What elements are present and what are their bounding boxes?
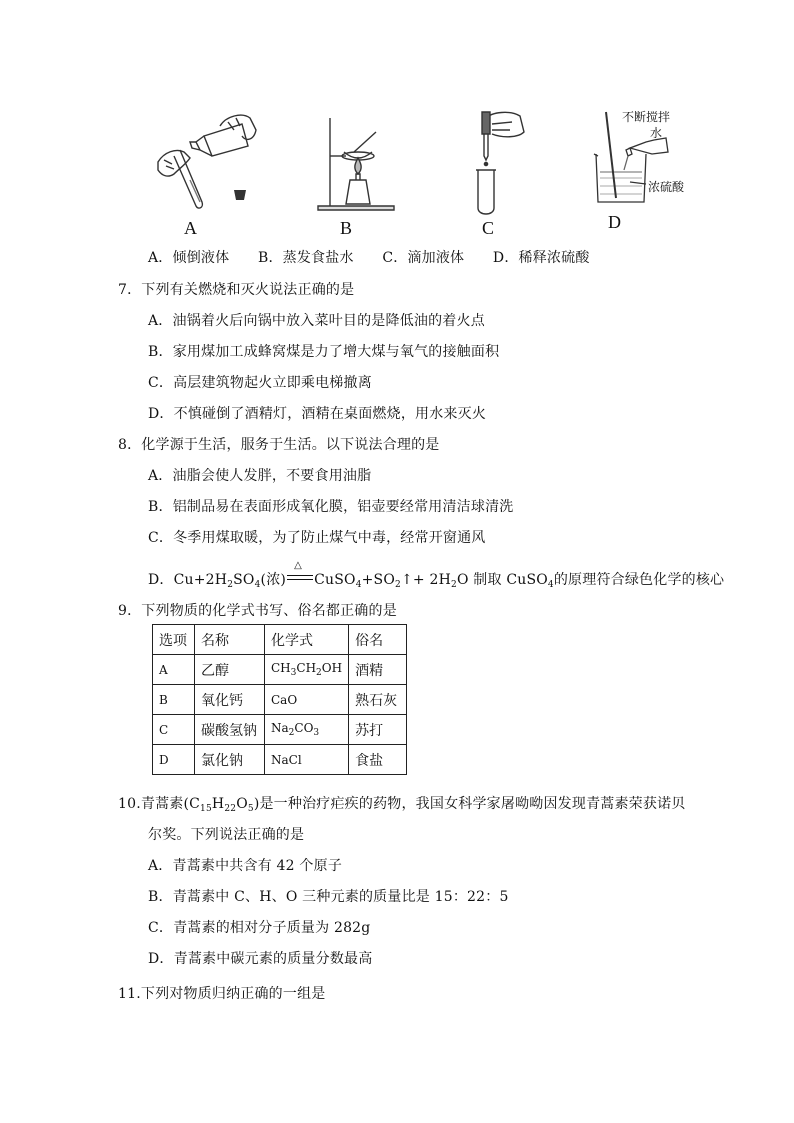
table-header: 选项 (153, 625, 195, 655)
table-header: 化学式 (265, 625, 349, 655)
q8-option-a: A．油脂会使人发胖，不要食用油脂 (148, 468, 372, 484)
q10-option-c: C．青蒿素的相对分子质量为 282g (148, 920, 371, 936)
table-cell-name: 氧化钙 (195, 685, 265, 715)
table-cell-common-name: 熟石灰 (349, 685, 407, 715)
heat-equals-sign: △ (286, 570, 314, 590)
q8-option-d: D．$Cu+2H_2SO_4$(浓) △ $CuSO_4+SO_2↑+ 2H_2O$ 制取 CuSO$_4$的原理符合绿色化学的核心 (148, 560, 725, 590)
q6-option-a: A．倾倒液体 (148, 250, 230, 266)
q10-option-d: D．青蒿素中碳元素的质量分数最高 (148, 951, 373, 967)
q9-table (152, 624, 407, 775)
table-row (153, 685, 407, 715)
table-header-row (153, 625, 407, 655)
table-cell-option: D (153, 745, 195, 775)
q7-stem: 7．下列有关燃烧和灭火说法正确的是 (118, 282, 355, 298)
table-cell-common-name: 食盐 (349, 745, 407, 775)
figure-d-annotation-acid: 浓硫酸 (648, 180, 685, 194)
table-row (153, 745, 407, 775)
q7-option-a: A．油锅着火后向锅中放入菜叶目的是降低油的着火点 (148, 313, 485, 329)
q8-option-b: B．铝制品易在表面形成氧化膜，铝壶要经常用清洁球清洗 (148, 499, 514, 515)
figure-d-annotation-water: 水 (650, 126, 663, 140)
q11-stem: 11.下列对物质归纳正确的一组是 (118, 986, 326, 1002)
table-cell-common-name: 酒精 (349, 655, 407, 685)
table-cell-name: 氯化钠 (195, 745, 265, 775)
table-cell-formula: CaO (265, 685, 349, 715)
q9-stem: 9．下列物质的化学式书写、俗名都正确的是 (118, 603, 397, 619)
q8-option-c: C．冬季用煤取暖，为了防止煤气中毒，经常开窗通风 (148, 530, 486, 546)
q6-option-d: D．稀释浓硫酸 (492, 250, 590, 266)
q6-options (148, 248, 614, 268)
table-header: 名称 (195, 625, 265, 655)
figure-d-annotation-stir: 不断搅拌 (622, 110, 671, 124)
q6-option-c: C．滴加液体 (382, 250, 465, 266)
table-cell-name: 乙醇 (195, 655, 265, 685)
figure-c-dropper (462, 108, 532, 220)
q7-option-c: C．高层建筑物起火立即乘电梯撤离 (148, 375, 372, 391)
table-cell-formula: $CH_3CH_2OH$ (265, 655, 349, 685)
figure-d-label: D (608, 212, 621, 232)
figure-c-label: C (482, 218, 495, 238)
q8-stem: 8．化学源于生活，服务于生活。以下说法合理的是 (118, 437, 440, 453)
q6-option-b: B．蒸发食盐水 (257, 250, 354, 266)
figure-a-label: A (184, 218, 197, 238)
figure-b-evaporation (310, 112, 400, 212)
table-cell-common-name: 苏打 (349, 715, 407, 745)
q10-option-b: B．青蒿素中 C、H、O 三种元素的质量比是 15：22：5 (148, 889, 509, 905)
figure-b-label: B (340, 218, 353, 238)
table-cell-option: C (153, 715, 195, 745)
q7-option-d: D．不慎碰倒了酒精灯，酒精在桌面燃烧，用水来灭火 (148, 406, 487, 422)
table-header: 俗名 (349, 625, 407, 655)
table-cell-option: A (153, 655, 195, 685)
q10-option-a: A．青蒿素中共含有 42 个原子 (148, 858, 343, 874)
table-cell-formula: $Na_2CO_3$ (265, 715, 349, 745)
table-cell-formula: NaCl (265, 745, 349, 775)
table-cell-name: 碳酸氢钠 (195, 715, 265, 745)
q7-option-b: B．家用煤加工成蜂窝煤是力了增大煤与氧气的接触面积 (148, 344, 500, 360)
q10-stem-line2: 尔奖。下列说法正确的是 (148, 827, 305, 843)
table-row (153, 655, 407, 685)
q10-stem: 10.青蒿素$(C_{15}H_{22}O_5)$是一种治疗疟疾的药物，我国女科学家屠呦呦因发现青蒿素荣获诺贝 (118, 796, 686, 814)
table-row (153, 715, 407, 745)
table-cell-option: B (153, 685, 195, 715)
figure-a-pouring-liquid (150, 112, 260, 212)
